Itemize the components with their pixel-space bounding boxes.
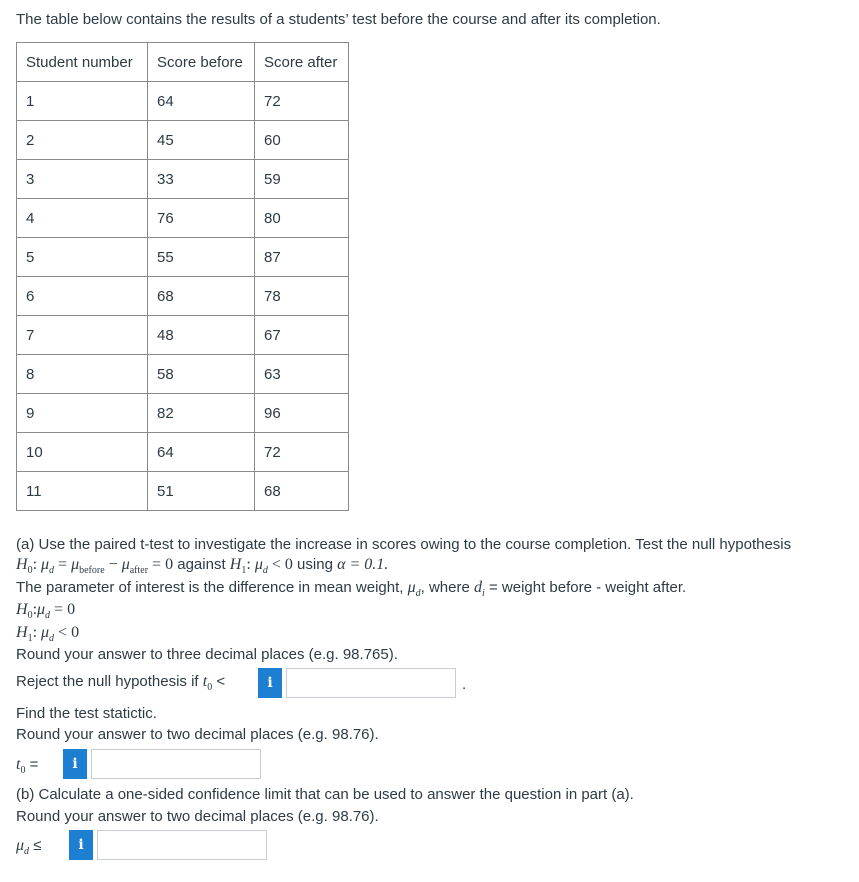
student-number-cell: 8 [17, 355, 148, 394]
table-row [17, 394, 349, 433]
table-row [17, 238, 349, 277]
scores-table [16, 42, 349, 511]
score-before-cell: 68 [148, 277, 255, 316]
round-three-instruction: Round your answer to three decimal places (e.g. 98.765). [16, 646, 398, 663]
score-before-cell: 64 [148, 82, 255, 121]
student-number-cell: 10 [17, 433, 148, 472]
student-number-cell: 1 [17, 82, 148, 121]
table-row [17, 433, 349, 472]
score-before-cell: 48 [148, 316, 255, 355]
student-number-cell: 6 [17, 277, 148, 316]
h1-line: $H_1$: $\mu_d < 0$ [16, 624, 80, 645]
score-before-cell: 33 [148, 160, 255, 199]
t0-label: $t_0$ = [16, 756, 39, 777]
score-before-cell: 45 [148, 121, 255, 160]
student-number-cell: 2 [17, 121, 148, 160]
confidence-limit-input[interactable] [97, 830, 267, 860]
score-after-cell: 67 [255, 316, 349, 355]
table-row [17, 160, 349, 199]
score-after-cell: 63 [255, 355, 349, 394]
table-row [17, 199, 349, 238]
find-statistic-text: Find the test statictic. [16, 705, 157, 722]
table-row [17, 277, 349, 316]
score-before-cell: 82 [148, 394, 255, 433]
score-before-cell: 55 [148, 238, 255, 277]
intro-text: The table below contains the results of a students’ test before the course and after its completion. [16, 11, 661, 28]
part-b-question: (b) Calculate a one-sided confidence limit that can be used to answer the question in part (a). [16, 786, 634, 803]
parameter-description: The parameter of interest is the difference in mean weight, $\mu_d$, where $d_i$ = weight before - weight after. [16, 579, 687, 600]
score-after-cell: 59 [255, 160, 349, 199]
critical-value-input[interactable] [286, 668, 456, 698]
round-two-instruction-b: Round your answer to two decimal places (e.g. 98.76). [16, 808, 379, 825]
info-icon[interactable]: i [258, 668, 282, 698]
score-after-cell: 68 [255, 472, 349, 511]
part-a-question: (a) Use the paired t-test to investigate the increase in scores owing to the course completion. Test the null hypothesis [16, 536, 792, 553]
student-number-cell: 7 [17, 316, 148, 355]
info-icon[interactable]: i [69, 830, 93, 860]
test-statistic-input[interactable] [91, 749, 261, 779]
table-row [17, 316, 349, 355]
student-number-cell: 11 [17, 472, 148, 511]
student-number-cell: 3 [17, 160, 148, 199]
header-score-before: Score before [148, 43, 255, 82]
student-number-cell: 5 [17, 238, 148, 277]
table-row [17, 121, 349, 160]
score-before-cell: 64 [148, 433, 255, 472]
info-icon[interactable]: i [63, 749, 87, 779]
student-number-cell: 4 [17, 199, 148, 238]
reject-statement: Reject the null hypothesis if $t_0$ < [16, 673, 226, 694]
h0-line: $H_0:\mu_d = 0$ [16, 601, 76, 622]
score-after-cell: 60 [255, 121, 349, 160]
score-before-cell: 76 [148, 199, 255, 238]
score-after-cell: 87 [255, 238, 349, 277]
round-two-instruction-a: Round your answer to two decimal places (e.g. 98.76). [16, 726, 379, 743]
table-row [17, 82, 349, 121]
student-number-cell: 9 [17, 394, 148, 433]
header-student-number: Student number [17, 43, 148, 82]
score-after-cell: 80 [255, 199, 349, 238]
mu-d-label: $\mu_d$ ≤ [16, 837, 42, 858]
table-row [17, 472, 349, 511]
table-row [17, 355, 349, 394]
reject-period: . [462, 676, 467, 693]
score-after-cell: 96 [255, 394, 349, 433]
table-header-row [17, 43, 349, 82]
null-hypothesis-statement: $H_0$: $\mu_d = \mu_{before} - \mu_{after} = 0$ against $H_1$: $\mu_d < 0$ using α = 0.1. [16, 556, 389, 577]
score-before-cell: 51 [148, 472, 255, 511]
score-before-cell: 58 [148, 355, 255, 394]
score-after-cell: 72 [255, 433, 349, 472]
score-after-cell: 78 [255, 277, 349, 316]
score-after-cell: 72 [255, 82, 349, 121]
header-score-after: Score after [255, 43, 349, 82]
